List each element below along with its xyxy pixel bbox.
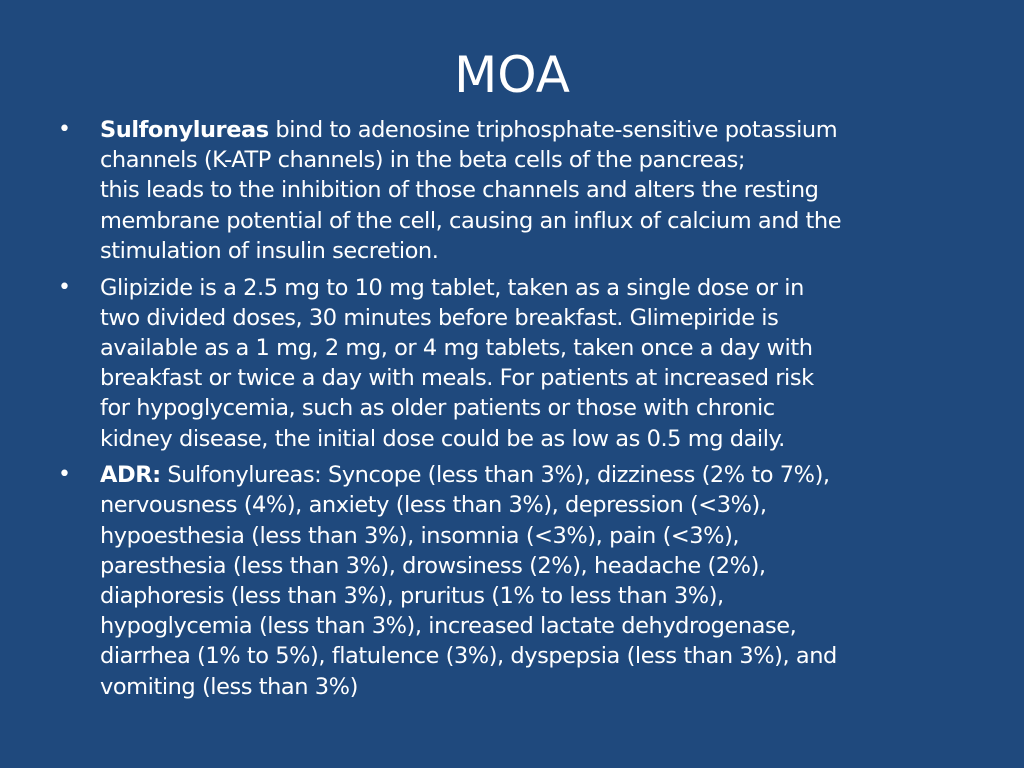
bullet-list [58,115,998,708]
bullet-line: Glipizide is a 2.5 mg to 10 mg tablet, taken as a single dose or in [100,274,804,301]
bullet-bold-term: ADR: [100,462,161,489]
bullet-dot-icon: • [58,274,71,300]
bullet-bold-term: Sulfonylureas [100,117,269,143]
bullet-line: channels (K-ATP channels) in the beta cells of the pancreas; [100,147,746,174]
bullet-line: paresthesia (less than 3%), drowsiness (2%), headache (2%), [100,552,766,579]
bullet-line [100,115,998,145]
bullet-line: nervousness (4%), anxiety (less than 3%), depression (<3%), [100,492,767,519]
bullet-line: membrane potential of the cell, causing an influx of calcium and the [100,207,842,234]
bullet-line-text: bind to adenosine triphosphate-sensitive potassium [268,117,838,143]
bullet-line-text: Sulfonylureas: Syncope (less than 3%), dizziness (2% to 7%), [160,462,830,489]
bullet-line: hypoesthesia (less than 3%), insomnia (<3%), pain (<3%), [100,522,740,549]
bullet-line: diaphoresis (less than 3%), pruritus (1% to less than 3%), [100,583,724,610]
bullet-line: two divided doses, 30 minutes before breakfast. Glimepiride is [100,304,779,331]
bullet-line: stimulation of insulin secretion. [100,237,439,264]
slide-title: MOA [454,46,570,104]
bullet-line: hypoglycemia (less than 3%), increased lactate dehydrogenase, [100,613,797,640]
bullet-line: breakfast or twice a day with meals. For patients at increased risk [100,365,814,392]
bullet-line: for hypoglycemia, such as older patients or those with chronic [100,395,775,422]
bullet-line: this leads to the inhibition of those channels and alters the resting [100,177,819,204]
bullet-line: kidney disease, the initial dose could be as low as 0.5 mg daily. [100,425,785,452]
bullet-dosing [58,273,998,454]
bullet-adr [58,460,998,702]
bullet-dot-icon: • [58,462,71,488]
bullet-moa [58,115,998,266]
bullet-line: vomiting (less than 3%) [100,673,358,700]
bullet-line [100,460,998,490]
bullet-line: available as a 1 mg, 2 mg, or 4 mg tablets, taken once a day with [100,334,813,361]
bullet-line: diarrhea (1% to 5%), flatulence (3%), dyspepsia (less than 3%), and [100,643,837,670]
bullet-dot-icon: • [58,117,71,142]
